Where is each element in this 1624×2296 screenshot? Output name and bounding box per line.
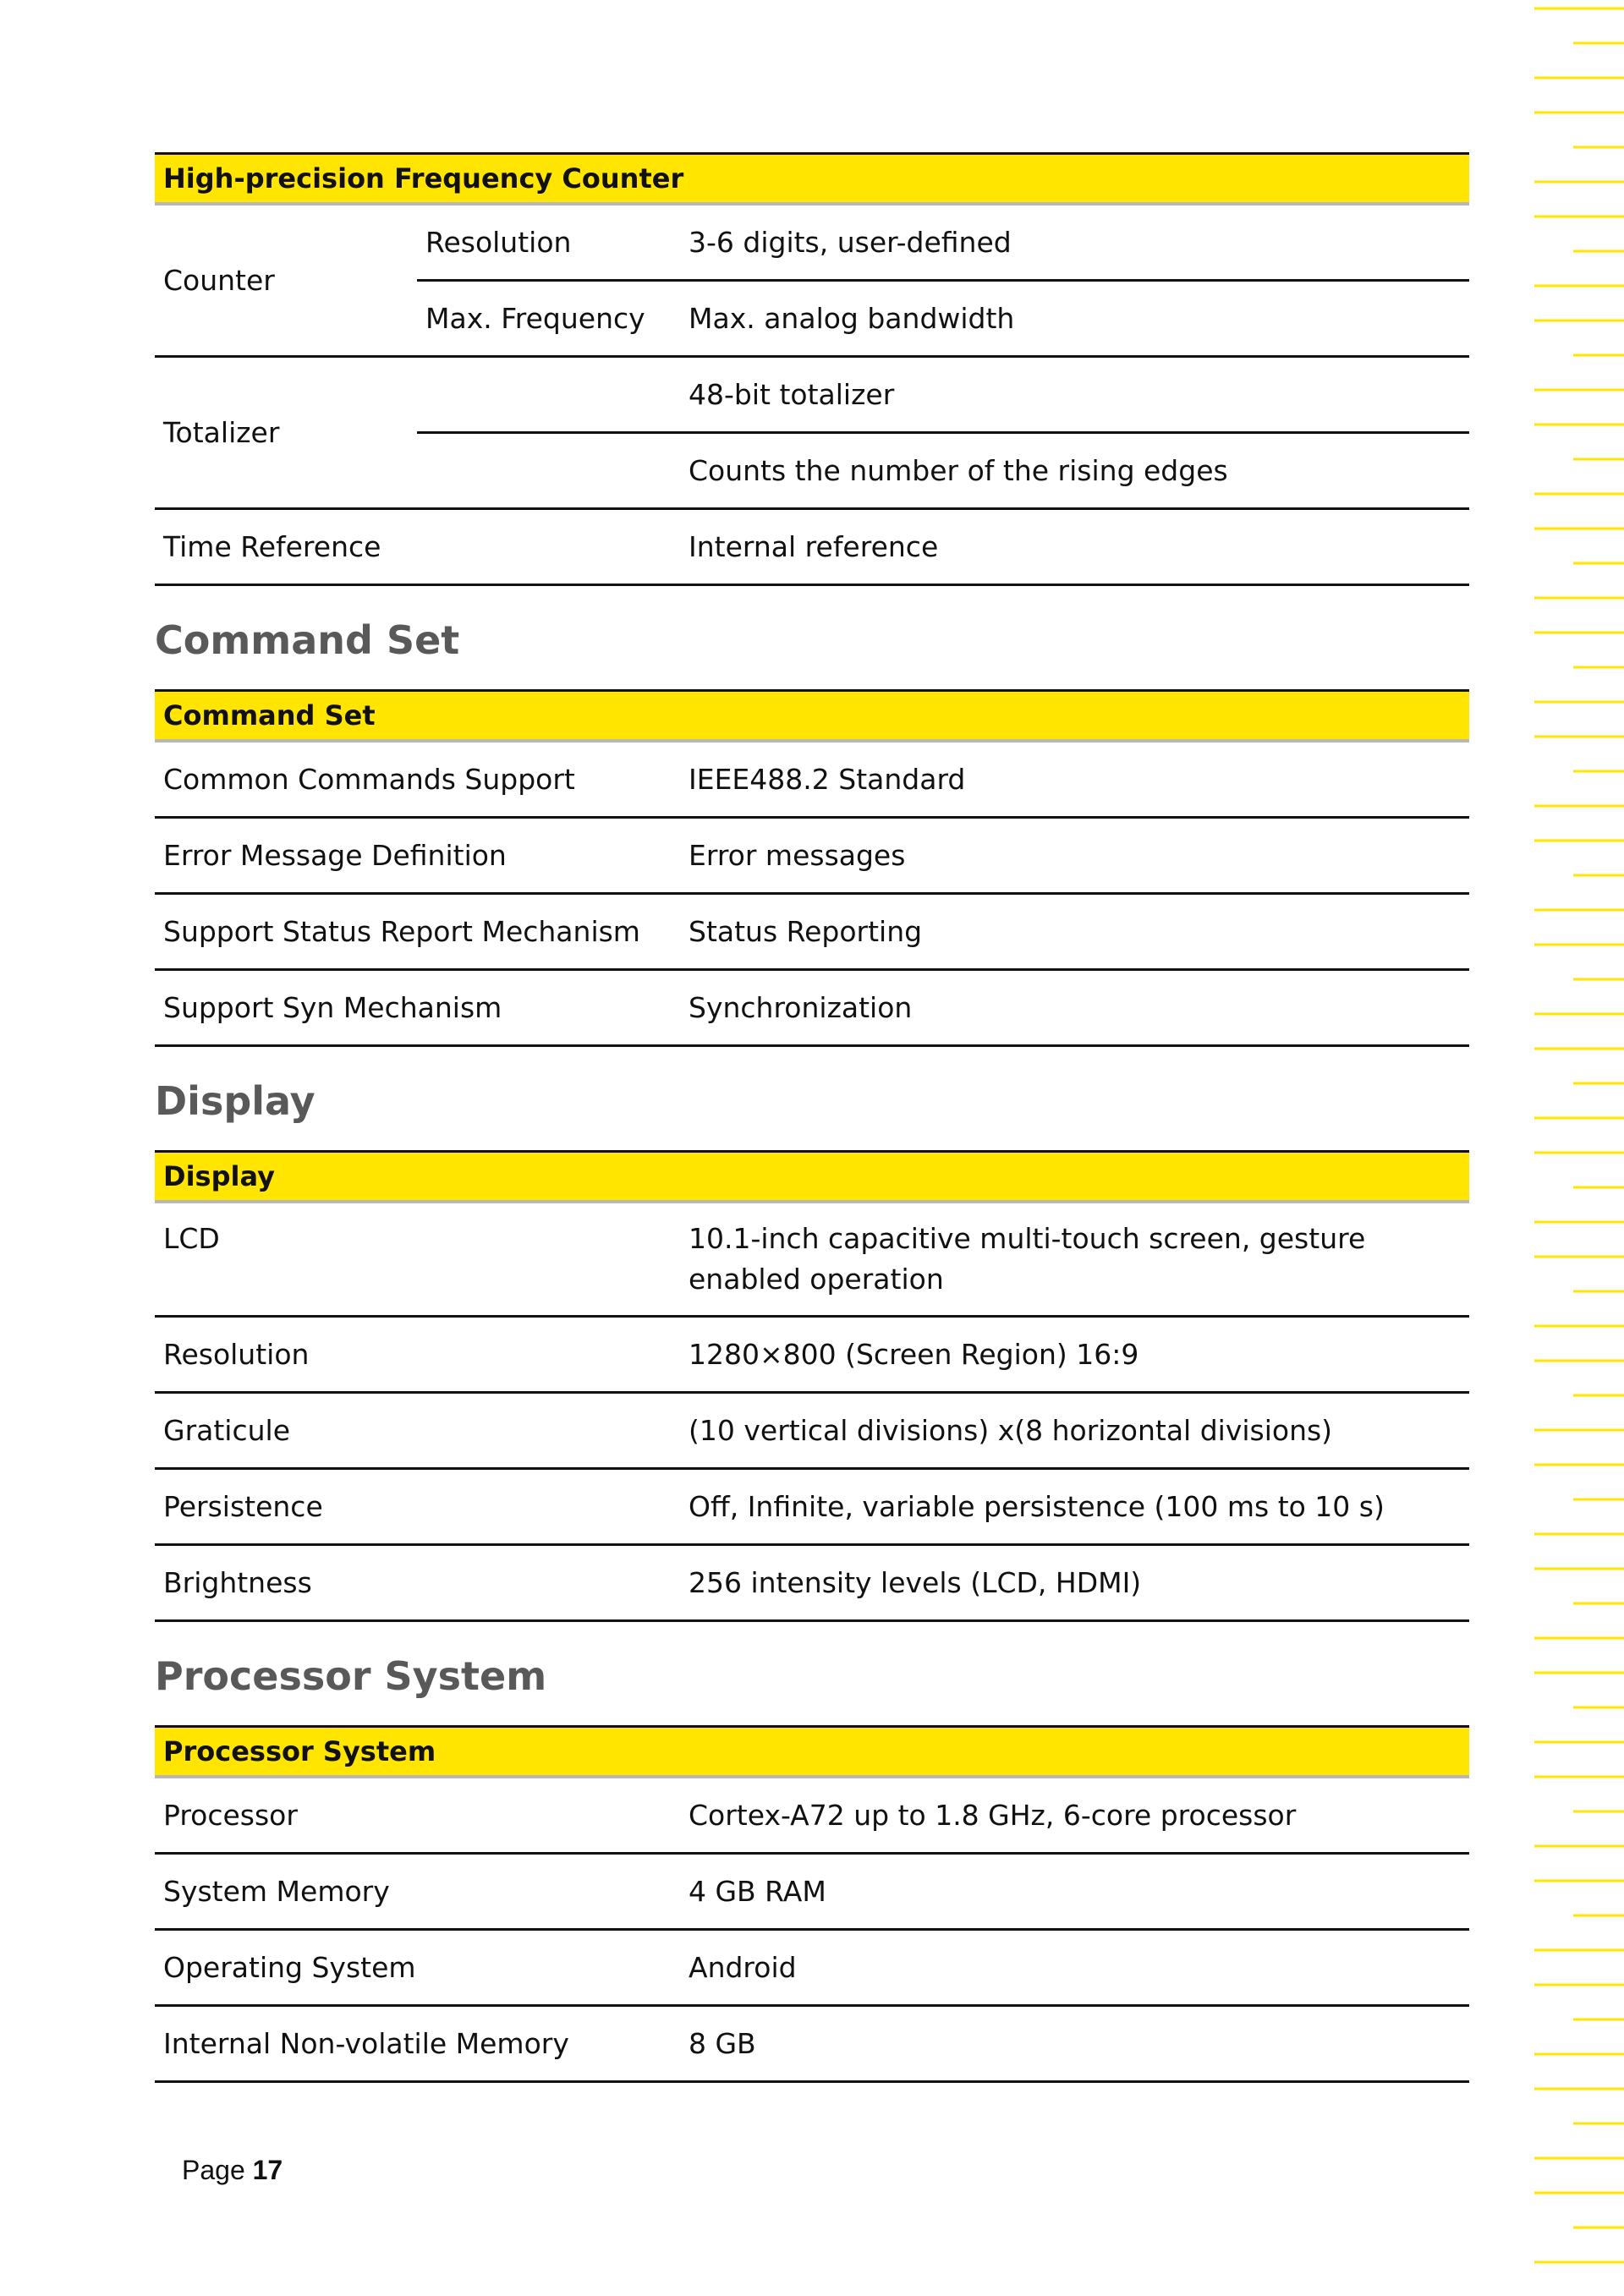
table-row — [155, 1777, 1469, 1854]
table-row — [155, 204, 1469, 281]
table-row — [155, 1393, 1469, 1469]
row-label: Support Syn Mechanism — [155, 970, 680, 1046]
processor-table — [155, 1725, 1469, 2083]
row-value: Status Reporting — [680, 894, 1469, 970]
table-header: Command Set — [155, 691, 1469, 742]
table-row — [155, 1854, 1469, 1930]
row-value: 4 GB RAM — [680, 1854, 1469, 1930]
row-value: 10.1-inch capacitive multi-touch screen, gesture enabled operation — [680, 1202, 1469, 1317]
row-value: IEEE488.2 Standard — [680, 741, 1469, 818]
row-label: Common Commands Support — [155, 741, 680, 818]
page-content — [155, 152, 1469, 2083]
table-row — [155, 970, 1469, 1046]
table-row — [155, 818, 1469, 894]
table-header: Processor System — [155, 1727, 1469, 1778]
row-label: Time Reference — [155, 509, 680, 585]
page-footer — [182, 2155, 283, 2186]
row-value: Off, Infinite, variable persistence (100 ms to 10 s) — [680, 1469, 1469, 1545]
table-row — [155, 1930, 1469, 2006]
row-value: Internal reference — [680, 509, 1469, 585]
row-label: Totalizer — [155, 357, 417, 509]
table-row — [155, 509, 1469, 585]
row-sublabel-empty — [417, 433, 680, 509]
display-table — [155, 1150, 1469, 1622]
row-label: Support Status Report Mechanism — [155, 894, 680, 970]
table-row — [155, 1317, 1469, 1393]
table-header: Display — [155, 1152, 1469, 1203]
row-label: Graticule — [155, 1393, 680, 1469]
table-row — [155, 894, 1469, 970]
table-row — [155, 357, 1469, 433]
row-sublabel-empty — [417, 357, 680, 433]
table-header: High-precision Frequency Counter — [155, 154, 1469, 205]
row-label: Counter — [155, 204, 417, 357]
row-label: Error Message Definition — [155, 818, 680, 894]
table-row — [155, 741, 1469, 818]
row-value: Cortex-A72 up to 1.8 GHz, 6-core processor — [680, 1777, 1469, 1854]
section-heading-display: Display — [155, 1078, 315, 1124]
table-row — [155, 1545, 1469, 1621]
row-value: 256 intensity levels (LCD, HDMI) — [680, 1545, 1469, 1621]
table-row — [155, 1469, 1469, 1545]
row-value: (10 vertical divisions) x(8 horizontal divisions) — [680, 1393, 1469, 1469]
freq-counter-table — [155, 152, 1469, 586]
row-label: System Memory — [155, 1854, 680, 1930]
row-sublabel: Resolution — [417, 204, 680, 281]
row-value: Max. analog bandwidth — [680, 281, 1469, 357]
table-row — [155, 2006, 1469, 2082]
row-label: LCD — [155, 1202, 680, 1317]
row-sublabel: Max. Frequency — [417, 281, 680, 357]
command-set-table — [155, 689, 1469, 1047]
row-value: Android — [680, 1930, 1469, 2006]
decorative-stripes — [1529, 0, 1624, 2296]
row-label: Internal Non-volatile Memory — [155, 2006, 680, 2082]
row-value: 48-bit totalizer — [680, 357, 1469, 433]
section-heading-processor-system: Processor System — [155, 1653, 547, 1699]
row-value: 3-6 digits, user-defined — [680, 204, 1469, 281]
row-label: Brightness — [155, 1545, 680, 1621]
row-label: Operating System — [155, 1930, 680, 2006]
row-value: 1280×800 (Screen Region) 16:9 — [680, 1317, 1469, 1393]
row-value: Error messages — [680, 818, 1469, 894]
row-value: Synchronization — [680, 970, 1469, 1046]
page-label: Page — [182, 2155, 245, 2185]
row-label: Resolution — [155, 1317, 680, 1393]
row-label: Processor — [155, 1777, 680, 1854]
row-label: Persistence — [155, 1469, 680, 1545]
table-row — [155, 1202, 1469, 1317]
row-value: 8 GB — [680, 2006, 1469, 2082]
section-heading-command-set: Command Set — [155, 617, 460, 663]
row-value: Counts the number of the rising edges — [680, 433, 1469, 509]
page-number: 17 — [252, 2155, 283, 2185]
